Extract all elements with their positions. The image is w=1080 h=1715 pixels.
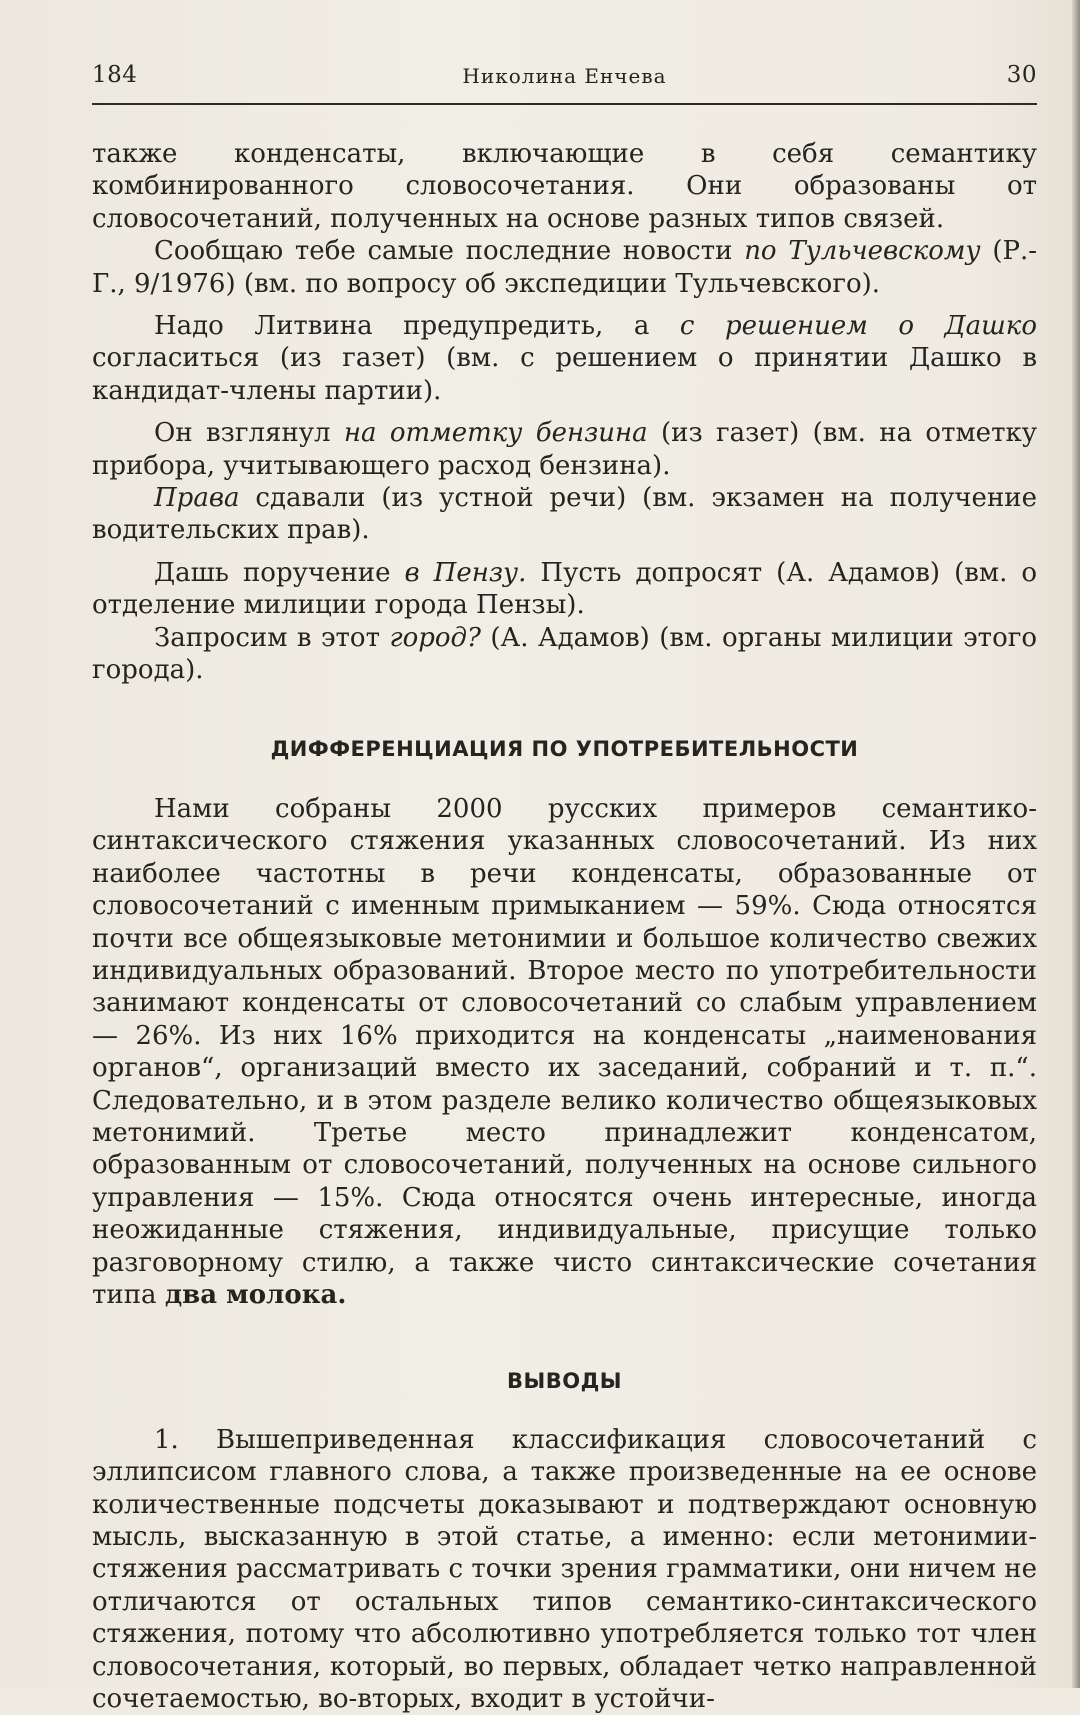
example-paragraph: Он взглянул на отметку бензина (из газет) (вм. на отметку прибора, учитывающего расход бензина). xyxy=(92,418,1038,481)
issue-number: 30 xyxy=(1006,62,1037,88)
running-head-author: Николина Енчева xyxy=(462,64,667,88)
section-heading-conclusions: ВЫВОДЫ xyxy=(506,1369,623,1394)
example-term: на отметку бензина xyxy=(343,418,648,449)
page-edge-shadow xyxy=(1072,0,1080,1688)
header-rule xyxy=(92,103,1037,105)
section-heading-usage: ДИФФЕРЕНЦИАЦИЯ ПО УПОТРЕБИТЕЛЬНОСТИ xyxy=(270,736,859,761)
example-term: в Пензу. xyxy=(404,557,527,588)
page-number: 184 xyxy=(92,62,138,88)
example-term: город? xyxy=(389,622,481,653)
example-term: с решением о Дашко xyxy=(679,311,1037,342)
example-paragraph: Сообщаю тебе самые последние новости по Тульчевскому (Р.-Г., 9/1976) (вм. по вопросу об экспедиции Тульчевского). xyxy=(92,236,1038,299)
body-text xyxy=(92,138,1037,1715)
usage-paragraph: Нами собраны 2000 русских примеров семантико-синтаксического стяжения указанных словосочетаний. Из них наиболее частотны в речи конденсаты, образованные от словосочетаний с именным примыканием — 59%. Сюда относятся почти все общеязыковые метонимии и большое количество свежих индивидуальных образований. Второе место по употребительности занимают конденсаты от словосочетаний со слабым управлением — 26%. Из них 16% приходится на конденсаты „наименования органов“, организаций вместо их заседаний, собраний и т. п.“. Следовательно, и в этом разделе велико количество общеязыковых метонимий. Третье место принадлежит конденсатом, образованным от словосочетаний, полученных на основе сильного управления — 15%. Сюда относятся очень интересные, иногда неожиданные стяжения, индивидуальные, присущие только разговорному стилю, а также чисто синтаксические сочетания типа два молока. xyxy=(92,793,1037,1310)
example-term: по Тульчевскому xyxy=(744,236,981,267)
example-paragraph: Запросим в этот город? (А. Адамов) (вм. органы милиции этого города). xyxy=(92,622,1037,686)
example-bold: два молока. xyxy=(164,1280,347,1310)
example-paragraph: Права сдавали (из устной речи) (вм. экзамен на получение водительских прав). xyxy=(92,483,1037,546)
example-paragraph: Дашь поручение в Пензу. Пусть допросят (А. Адамов) (вм. о отделение милиции города Пензы). xyxy=(92,557,1037,621)
example-paragraph: Надо Литвина предупредить, а с решением о Дашко согласиться (из газет) (вм. с решением о принятии Дашко в кандидат-члены партии). xyxy=(92,311,1037,406)
conclusions-paragraph: 1. Вышеприведенная классификация словосочетаний с эллипсисом главного слова, а также произведенные на ее основе количественные подсчеты доказывают и подтверждают основную мысль, высказанную в этой статье, а именно: если метонимии-стяжения рассматривать с точки зрения грамматики, они ничем не отличаются от остальных типов семантико-синтаксического стяжения, потому что абсолютивно употребляется только тот член словосочетания, который, во первых, обладает четко направленной сочетаемостью, во-вторых, входит в устойчи- xyxy=(92,1424,1037,1715)
example-term: Права xyxy=(154,483,240,514)
continuation-paragraph: также конденсаты, включающие в себя семантику комбинированного словосочетания. Они образованы от словосочетаний, полученных на основе разных типов связей. xyxy=(92,139,1037,234)
running-header xyxy=(92,62,1037,92)
